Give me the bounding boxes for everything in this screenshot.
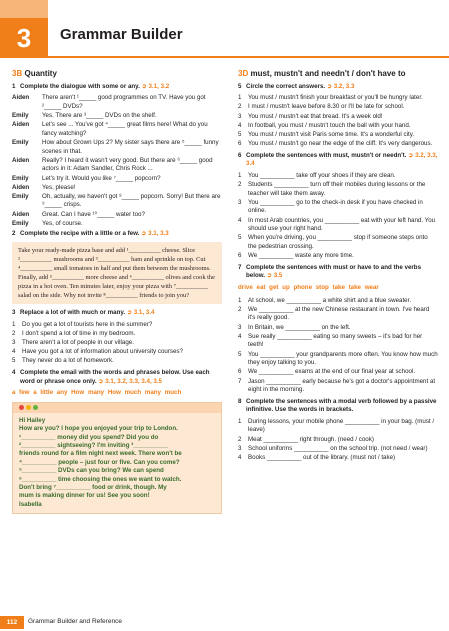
item-text: In Britain, we __________ on the left.	[248, 323, 351, 331]
section-3b-title: 3B Quantity	[12, 69, 57, 78]
exercise-7-item	[238, 333, 438, 350]
item-text: You must / mustn't finish your breakfast or you'll be hungry later.	[248, 94, 423, 102]
item-number: 4	[238, 332, 242, 340]
dialogue-line	[12, 139, 222, 156]
email-line: friends round for a film night next week. There won't be	[19, 450, 182, 458]
reference-icon: ➲	[141, 82, 147, 90]
page-footer	[0, 616, 449, 631]
exercise-7-list	[238, 297, 438, 395]
item-number: 2	[238, 435, 242, 443]
exercise-6-item	[238, 199, 438, 216]
exercise-8-item	[238, 418, 438, 435]
item-text: Do you get a lot of tourists here in the summer?	[22, 320, 153, 328]
dialogue-line	[12, 157, 222, 174]
dialogue-text: Yes. There are ³_____ DVDs on the shelf.	[42, 111, 157, 119]
exercise-3-item	[12, 321, 222, 330]
dialogue-speaker: Aiden	[12, 121, 30, 129]
item-number: 2	[238, 103, 242, 111]
exercise-1-dialogue	[12, 94, 222, 228]
page-number: 112	[0, 616, 24, 629]
exercise-3-list	[12, 321, 222, 366]
item-text: Jason __________ early because he's got a doctor's appointment at eight in the morning.	[248, 377, 436, 394]
email-line: Hi Hailey	[19, 416, 46, 424]
exercise-7-item	[238, 297, 438, 306]
unit-number-badge: 3	[0, 18, 48, 58]
dialogue-line	[12, 193, 222, 210]
item-text: In most Arab countries, you __________ eat with your left hand. You should use your right hand.	[248, 216, 436, 233]
exercise-7-item	[238, 324, 438, 333]
item-number: 4	[238, 454, 242, 462]
item-text: Have you got a lot of information about university courses?	[22, 348, 183, 356]
email-line: ¹__________ money did you spend? Did you do	[19, 433, 159, 441]
dialogue-line	[12, 175, 222, 184]
item-number: 2	[12, 329, 16, 337]
exercise-1-instruction: 1 Complete the dialogue with some or any. ➲ 3.1, 3.2	[12, 82, 170, 90]
dialogue-text: Really? I heard it wasn't very good. But there are ⁶_____ good actors in it: Adam Sandler, Chris Rock ...	[42, 156, 213, 173]
email-line: Isabella	[19, 500, 42, 508]
item-number: 6	[238, 368, 242, 376]
email-window-bar	[13, 403, 221, 413]
dialogue-speaker: Emily	[12, 192, 29, 200]
reference-icon: ➲	[126, 309, 133, 317]
item-number: 5	[238, 350, 242, 358]
item-text: You must / mustn't visit Paris some time. It's a wonderful city.	[248, 130, 415, 138]
item-number: 4	[238, 121, 242, 129]
item-number: 1	[238, 171, 242, 179]
left-column	[12, 70, 222, 514]
item-number: 1	[238, 417, 242, 425]
item-number: 7	[238, 377, 242, 385]
reference-icon: ➲	[408, 151, 414, 159]
item-text: You __________ go to the check-in desk if you have checked in online.	[248, 198, 423, 215]
exercise-5-item	[238, 94, 438, 103]
exercise-8-item	[238, 436, 438, 445]
item-number: 5	[12, 357, 16, 365]
reference-icon: ➲	[98, 377, 104, 385]
exercise-6-item	[238, 172, 438, 181]
exercise-3-item	[12, 357, 222, 366]
exercise-6-list	[238, 172, 438, 261]
item-number: 5	[238, 130, 242, 138]
item-number: 4	[238, 216, 242, 224]
item-text: In football, you must / mustn't touch the ball with your hand.	[248, 121, 411, 129]
dialogue-text: Let's see ... You've got ⁴_____ great films here! What do you fancy watching?	[42, 121, 208, 137]
item-text: We __________ exams at the end of our final year at school.	[248, 368, 416, 376]
item-text: Meat __________ right through. (need / cook)	[248, 435, 374, 443]
dialogue-speaker: Emily	[12, 174, 29, 182]
page-header	[0, 0, 449, 53]
exercise-3-item	[12, 339, 222, 348]
window-dot-icon	[19, 405, 24, 410]
header-divider	[48, 56, 449, 58]
reference-icon: ➲	[266, 272, 272, 280]
exercise-5-item	[238, 103, 438, 112]
exercise-4-word-bank: a few a little any How many How much many much	[12, 389, 182, 397]
exercise-6-item	[238, 252, 438, 261]
email-line: ⁶__________ time choosing the ones we want to watch.	[19, 475, 182, 483]
dialogue-line	[12, 184, 222, 193]
item-number: 3	[238, 323, 242, 331]
exercise-6-item	[238, 181, 438, 198]
item-text: You __________ your grandparents more often. You know how much they enjoy talking to you.	[248, 350, 438, 367]
dialogue-speaker: Aiden	[12, 210, 30, 218]
item-text: There aren't a lot of people in our village.	[22, 339, 134, 346]
exercise-6-item	[238, 217, 438, 234]
exercise-7-item	[238, 306, 438, 323]
right-column	[238, 70, 438, 463]
item-number: 1	[12, 320, 16, 328]
recipe-panel: Take your ready-made pizza base and add ¹__________ cheese. Slice ²__________ mushrooms and ³__________ ham and sprinkle on top. Cut ⁴__________ small tomatoes in half and put them between the mushrooms. Finally, add ⁵__________ more cheese and ⁶__________ olives and cook the pizza in a hot oven. Ten minutes later, enjoy your pizza with ⁷__________ salad on the side. Why not invite ⁸__________ friends to join you?	[12, 242, 222, 304]
exercise-7-item	[238, 368, 438, 377]
item-text: Sue really __________ eating so many sweets – it's bad for her teeth!	[248, 332, 423, 349]
reference-icon: ➲	[326, 82, 333, 90]
exercise-4-instruction: 4 Complete the email with the words and phrases below. Use each word or phrase once only. ➲ 3.1, 3.2, 3.3, 3.4, 3.5	[12, 368, 210, 385]
item-text: You must / mustn't eat that bread. It's a week old!	[248, 112, 383, 120]
item-text: You must / mustn't go near the edge of the cliff. It's very dangerous.	[248, 140, 433, 148]
item-text: I must / mustn't leave before 8.30 or I'll be late for school.	[248, 103, 405, 111]
item-number: 3	[12, 339, 16, 346]
email-line: Don't bring ⁷__________ food or drink, though. My	[19, 484, 167, 491]
item-number: 3	[238, 198, 242, 206]
reference-icon: ➲	[141, 230, 147, 238]
exercise-8-item	[238, 445, 438, 454]
item-text: School uniforms __________ on the school trip. (not need / wear)	[248, 444, 428, 452]
section-3d-title: 3D must, mustn't and needn't / don't have to	[238, 69, 406, 78]
item-number: 5	[238, 234, 242, 242]
exercise-7-word-bank: drive eat get up phone stop take take wear	[238, 284, 379, 291]
exercise-8-item	[238, 454, 438, 463]
dialogue-speaker: Aiden	[12, 94, 30, 102]
item-number: 1	[238, 296, 242, 304]
dialogue-text: Let's try it. Would you like ⁷_____ popcorn?	[42, 174, 161, 182]
window-dot-icon	[33, 405, 38, 410]
item-number: 6	[238, 252, 242, 260]
item-number: 1	[238, 94, 242, 102]
email-panel	[12, 402, 222, 514]
email-line: ²__________ sightseeing? I'm inviting ³__________	[19, 441, 168, 449]
dialogue-line	[12, 112, 222, 121]
item-number: 6	[238, 140, 242, 148]
item-number: 3	[238, 112, 242, 120]
exercise-5-item	[238, 113, 438, 122]
exercise-7-item	[238, 378, 438, 395]
footer-text: Grammar Builder and Reference	[28, 618, 122, 625]
dialogue-text: There aren't ¹_____ good programmes on TV. Have you got ²_____ DVDs?	[42, 94, 206, 110]
exercise-6-item	[238, 234, 438, 251]
exercise-7-instruction: 7 Complete the sentences with must or have to and the verbs below. ➲ 3.5	[238, 263, 422, 280]
email-line: How are you? I hope you enjoyed your trip to London.	[19, 425, 178, 433]
exercise-5-list	[238, 94, 438, 149]
dialogue-line	[12, 211, 222, 220]
page-title: Grammar Builder	[60, 26, 183, 43]
dialogue-text: Yes, of course.	[42, 219, 83, 227]
exercise-3-instruction: 3 Replace a lot of with much or many. ➲ 3.1, 3.4	[12, 309, 155, 317]
dialogue-text: Yes, please!	[42, 183, 76, 191]
item-text: When you're driving, you __________ stop if someone steps onto the pedestrian crossing.	[248, 234, 428, 251]
exercise-8-instruction: 8 Complete the sentences with a modal verb followed by a passive infinitive. Use the words in brackets.	[238, 397, 437, 414]
dialogue-speaker: Aiden	[12, 156, 30, 164]
dialogue-line	[12, 121, 222, 138]
dialogue-speaker: Aiden	[12, 183, 30, 191]
email-line: ⁵__________ DVDs can you bring? We can spend	[19, 467, 164, 475]
dialogue-line	[12, 94, 222, 111]
item-text: They never do a lot of homework.	[22, 357, 114, 365]
exercise-7-item	[238, 351, 438, 368]
item-number: 4	[12, 348, 16, 356]
item-text: At school, we __________ a white shirt and a blue sweater.	[248, 296, 412, 304]
item-text: We __________ at the new Chinese restaurant in town. I've heard it's really good.	[248, 305, 430, 322]
exercise-3-item	[12, 330, 222, 339]
exercise-5-item	[238, 122, 438, 131]
dialogue-text: Oh, actually, we haven't got ⁸_____ popcorn. Sorry! But there are ⁹_____ crisps.	[42, 192, 221, 209]
exercise-5-item	[238, 131, 438, 140]
email-line: ⁴__________ people – just four or five. Can you come?	[19, 458, 180, 466]
email-line: mum is making dinner for us! See you soon!	[19, 492, 150, 500]
exercise-5-instruction: 5 Circle the correct answers. ➲ 3.2, 3.3	[238, 82, 355, 90]
item-text: Books __________ out of the library. (must not / take)	[248, 454, 396, 462]
dialogue-text: Great. Can I have ¹⁰_____ water too?	[42, 210, 145, 218]
item-text: We __________ waste any more time.	[248, 252, 354, 260]
item-number: 3	[238, 444, 242, 452]
dialogue-speaker: Emily	[12, 111, 29, 119]
exercise-6-instruction: 6 Complete the sentences with must, mustn't or needn't. ➲ 3.2, 3.3, 3.4	[238, 151, 438, 168]
item-text: I don't spend a lot of time in my bedroom.	[22, 329, 136, 337]
window-dot-icon	[26, 405, 31, 410]
exercise-8-list	[238, 418, 438, 463]
item-text: You __________ take off your shoes if they are clean.	[248, 171, 396, 179]
item-text: Students __________ turn off their mobiles during lessons or the teacher will take them away.	[248, 181, 426, 197]
exercise-3-item	[12, 348, 222, 357]
dialogue-text: How about Grown Ups 2? My sister says there are ⁵_____ funny scenes in that.	[42, 138, 219, 155]
dialogue-speaker: Emily	[12, 138, 29, 146]
item-number: 2	[238, 305, 242, 313]
exercise-5-item	[238, 140, 438, 149]
dialogue-line	[12, 220, 222, 229]
dialogue-speaker: Emily	[12, 219, 29, 227]
exercise-2-instruction: 2 Complete the recipe with a little or a few. ➲ 3.1, 3.3	[12, 230, 169, 238]
item-number: 2	[238, 181, 242, 189]
item-text: During lessons, your mobile phone __________ in your bag. (must / leave)	[248, 417, 435, 434]
email-body	[19, 417, 215, 509]
